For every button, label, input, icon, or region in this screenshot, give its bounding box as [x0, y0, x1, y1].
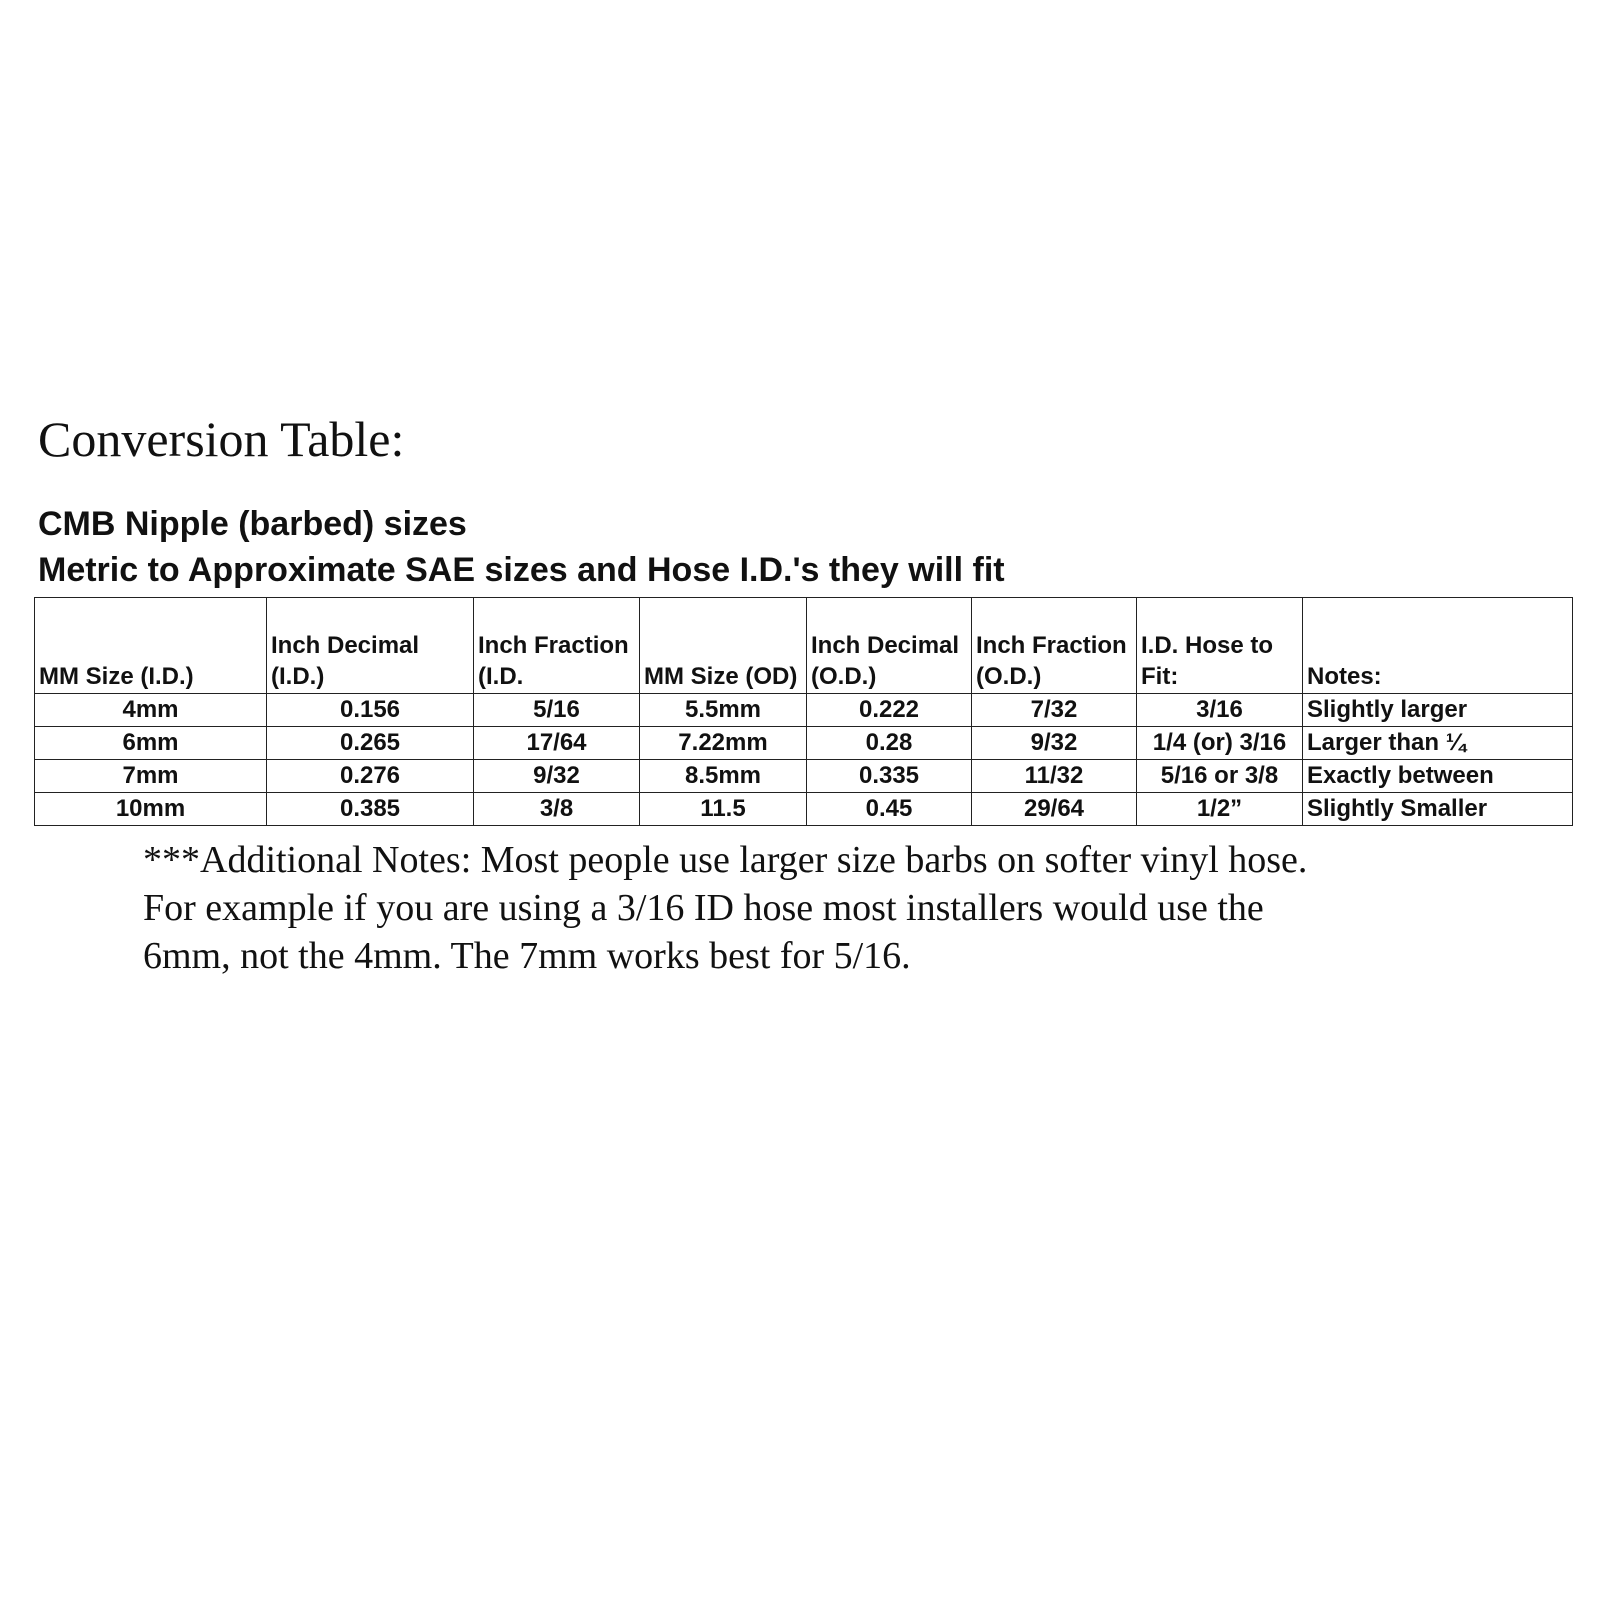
- table-cell-note: Slightly Smaller: [1303, 793, 1573, 826]
- table-cell: 17/64: [474, 727, 640, 760]
- subtitle-barbed-sizes: CMB Nipple (barbed) sizes: [38, 505, 467, 543]
- table-cell: 4mm: [35, 694, 267, 727]
- additional-notes-line: 6mm, not the 4mm. The 7mm works best for 5/16.: [143, 935, 911, 977]
- table-row: [35, 694, 1573, 727]
- table-cell-note: Slightly larger: [1303, 694, 1573, 727]
- table-cell: 1/2”: [1137, 793, 1303, 826]
- table-cell: 29/64: [972, 793, 1137, 826]
- table-cell-note: Exactly between: [1303, 760, 1573, 793]
- table-cell: 10mm: [35, 793, 267, 826]
- table-cell-note: Larger than ¼: [1303, 727, 1573, 760]
- table-cell: 0.335: [807, 760, 972, 793]
- table-cell: 1/4 (or) 3/16: [1137, 727, 1303, 760]
- table-cell: 6mm: [35, 727, 267, 760]
- table-cell: 9/32: [972, 727, 1137, 760]
- table-cell: 0.385: [267, 793, 474, 826]
- table-row: [35, 793, 1573, 826]
- header-inch-fraction-id: Inch Fraction (I.D.: [474, 598, 640, 694]
- table-cell: 0.276: [267, 760, 474, 793]
- header-inch-fraction-od: Inch Fraction (O.D.): [972, 598, 1137, 694]
- conversion-table: [34, 597, 1573, 826]
- table-cell: 5/16 or 3/8: [1137, 760, 1303, 793]
- table-cell: 11.5: [640, 793, 807, 826]
- table-cell: 7.22mm: [640, 727, 807, 760]
- additional-notes-line: ***Additional Notes: Most people use larger size barbs on softer vinyl hose.: [143, 839, 1308, 881]
- table-header-row: [35, 598, 1573, 694]
- header-id-hose-to-fit: I.D. Hose to Fit:: [1137, 598, 1303, 694]
- table-cell: 0.222: [807, 694, 972, 727]
- table-cell: 7mm: [35, 760, 267, 793]
- table-cell: 0.156: [267, 694, 474, 727]
- table-cell: 7/32: [972, 694, 1137, 727]
- table-cell: 5/16: [474, 694, 640, 727]
- table-cell: 8.5mm: [640, 760, 807, 793]
- header-inch-decimal-id: Inch Decimal (I.D.): [267, 598, 474, 694]
- subtitle-metric-to-sae: Metric to Approximate SAE sizes and Hose I.D.'s they will fit: [38, 551, 1005, 589]
- additional-notes-line: For example if you are using a 3/16 ID hose most installers would use the: [143, 887, 1264, 929]
- table-cell: 3/8: [474, 793, 640, 826]
- page-title: Conversion Table:: [38, 411, 405, 467]
- additional-notes: [143, 836, 1583, 980]
- table-row: [35, 760, 1573, 793]
- header-inch-decimal-od: Inch Decimal (O.D.): [807, 598, 972, 694]
- header-notes: Notes:: [1303, 598, 1573, 694]
- table-cell: 9/32: [474, 760, 640, 793]
- table-cell: 3/16: [1137, 694, 1303, 727]
- header-mm-size-id: MM Size (I.D.): [35, 598, 267, 694]
- table-row: [35, 727, 1573, 760]
- table-cell: 5.5mm: [640, 694, 807, 727]
- table-cell: 0.265: [267, 727, 474, 760]
- table-cell: 11/32: [972, 760, 1137, 793]
- header-mm-size-od: MM Size (OD): [640, 598, 807, 694]
- table-cell: 0.45: [807, 793, 972, 826]
- table-cell: 0.28: [807, 727, 972, 760]
